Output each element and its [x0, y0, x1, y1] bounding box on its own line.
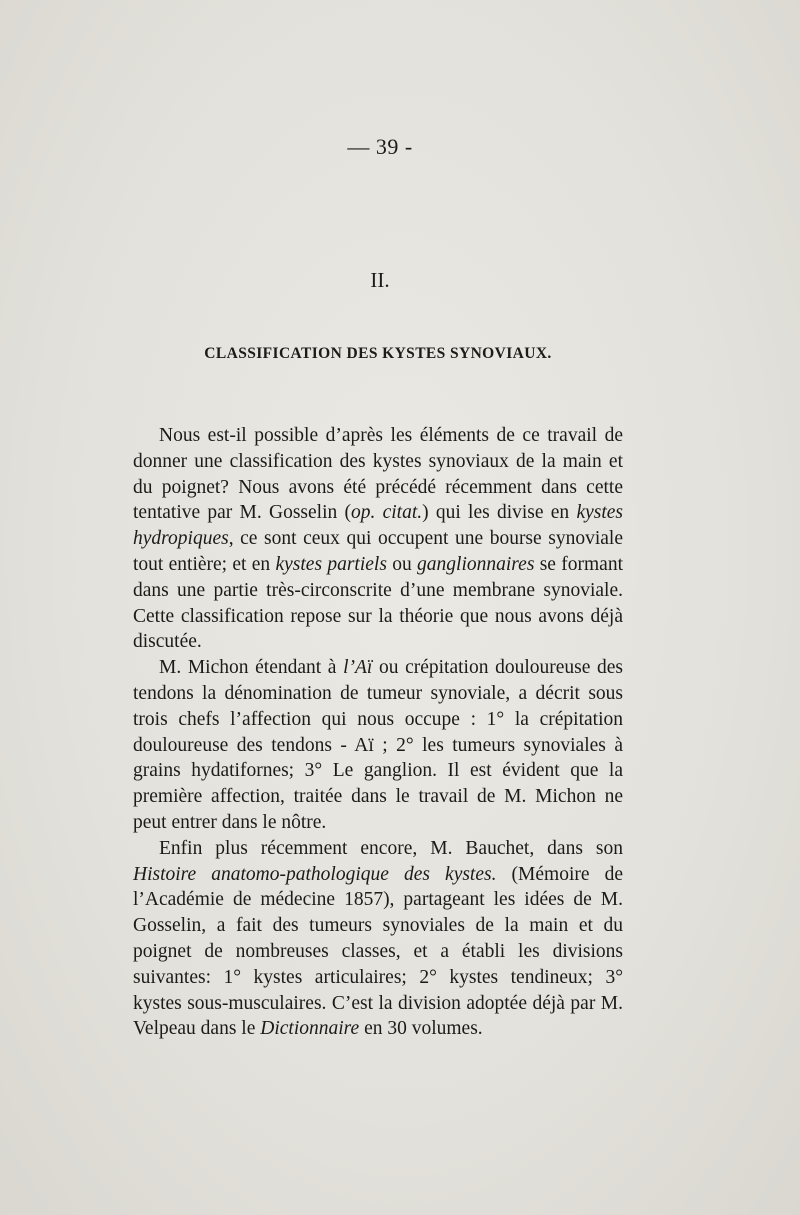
page-number: — 39 - — [347, 134, 413, 159]
paragraph-2 — [133, 655, 623, 836]
text-run: M. Michon étendant à — [159, 657, 344, 679]
italic-run: op. citat. — [350, 502, 423, 524]
body-text — [133, 423, 623, 1042]
text-run: Nous est-il possible d’après les éléments de ce travail de donner une classification des kystes synoviaux de la main et du poignet? Nous avons été précédé récemment dans cette tentative par M. Gosselin ( — [133, 425, 623, 524]
italic-run: kystes hydropiques — [133, 502, 623, 550]
text-run: ou — [386, 553, 418, 575]
text-run: se formant dans une partie très-circonscrite d’une membrane synoviale. Cette classification repose sur la théorie que nous avons déjà discutée. — [133, 553, 623, 653]
italic-run: l’Aï — [343, 657, 373, 679]
text-run: en 30 volumes. — [359, 1018, 483, 1040]
italic-run: Histoire anatomo-pathologique des kystes. — [133, 863, 497, 885]
italic-run: ganglionnaires — [417, 553, 535, 575]
italic-run: Dictionnaire — [260, 1018, 360, 1040]
paragraph-1 — [133, 423, 623, 655]
text-run: Enfin plus récemment encore, M. Bauchet, dans son — [159, 837, 623, 859]
italic-run: kystes partiels — [275, 553, 387, 575]
section-title: CLASSIFICATION DES KYSTES SYNOVIAUX. — [204, 345, 552, 362]
paragraph-3 — [133, 836, 623, 1042]
text-run: ) qui les divise en — [422, 502, 577, 524]
text-run: ou crépitation douloureuse des tendons la dénomination de tumeur synoviale, a décrit sous trois chefs l’affection qui nous occupe : 1° la crépitation douloureuse des tendons - Aï ; 2° les tumeurs synoviales à grains hydatifornes; 3° Le ganglion. Il est évident que la première affection, traitée dans le travail de M. Michon ne peut entrer dans le nôtre. — [133, 657, 623, 833]
section-number: II. — [370, 268, 390, 292]
text-run: , ce sont ceux qui occupent une bourse synoviale tout entière; et en — [133, 528, 623, 575]
text-run: (Mémoire de l’Académie de médecine 1857), partageant les idées de M. Gosselin, a fait des tumeurs synoviales de la main et du poignet de nombreuses classes, et a établi les divisions suivantes: 1° kystes articulaires; 2° kystes tendineux; 3° kystes sous-musculaires. C’est la division adoptée déjà par M. Velpeau dans le — [133, 863, 623, 1040]
